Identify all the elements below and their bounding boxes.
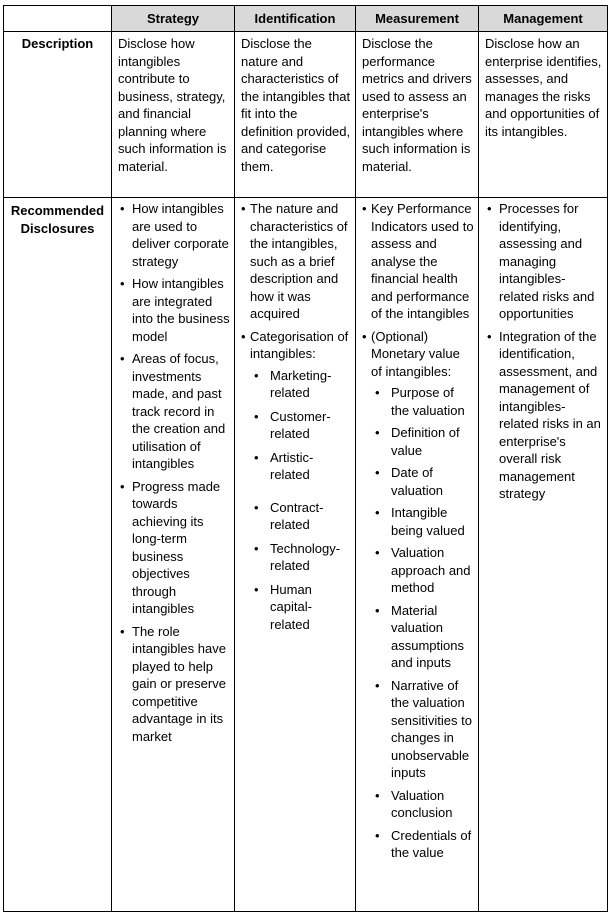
list-item: • Areas of focus, investments made, and past track record in the creation and utilisation of intangibles — [118, 350, 230, 473]
header-strategy: Strategy — [112, 6, 235, 32]
header-measurement: Measurement — [356, 6, 479, 32]
list-item — [241, 328, 351, 634]
header-identification: Identification — [235, 6, 356, 32]
category-item: • Human capital-related — [250, 581, 351, 634]
header-management: Management — [479, 6, 608, 32]
description-measurement: Disclose the performance metrics and drivers used to assess an enterprise's intangibles where such information is material. — [356, 32, 479, 198]
list-item: • The role intangibles have played to help gain or preserve competitive advantage in its market — [118, 623, 230, 746]
valuation-item: • Purpose of the valuation — [371, 384, 474, 419]
measurement-list — [362, 200, 474, 862]
identification-list — [241, 200, 351, 633]
list-item: • Progress made towards achieving its long-term business objectives through intangibles — [118, 478, 230, 618]
list-item — [362, 328, 474, 862]
management-list — [485, 200, 603, 503]
header-row — [4, 6, 608, 32]
recommended-row — [4, 198, 608, 912]
description-label: Description — [4, 32, 112, 198]
categorisation-heading: Categorisation of intangibles: — [250, 328, 349, 361]
strategy-list — [118, 200, 230, 745]
recommended-management — [479, 198, 608, 912]
category-list — [250, 367, 351, 634]
valuation-item: • Definition of value — [371, 424, 474, 459]
list-item: • Key Performance Indicators used to assess and analyse the financial health and performance of the intangibles — [362, 200, 474, 323]
category-item: • Customer-related — [250, 408, 351, 443]
list-item: • How intangibles are used to deliver corporate strategy — [118, 200, 230, 270]
monetary-value-heading: (Optional) Monetary value of intangibles: — [371, 328, 460, 379]
description-management: Disclose how an enterprise identifies, assesses, and manages the risks and opportunities of its intangibles. — [479, 32, 608, 198]
description-row — [4, 32, 608, 198]
description-identification: Disclose the nature and characteristics of the intangibles that fit into the definition provided, and categorise them. — [235, 32, 356, 198]
category-item: • Artistic-related — [250, 449, 351, 484]
valuation-item: • Narrative of the valuation sensitivities to changes in unobservable inputs — [371, 677, 474, 782]
list-item: • How intangibles are integrated into the business model — [118, 275, 230, 345]
recommended-identification — [235, 198, 356, 912]
corner-cell — [4, 6, 112, 32]
disclosure-table — [3, 5, 608, 912]
valuation-item: • Valuation approach and method — [371, 544, 474, 597]
category-item: • Marketing-related — [250, 367, 351, 402]
valuation-item: • Valuation conclusion — [371, 787, 474, 822]
valuation-item: • Intangible being valued — [371, 504, 474, 539]
category-item: • Contract-related — [250, 499, 351, 534]
valuation-item: • Material valuation assumptions and inputs — [371, 602, 474, 672]
list-item: • The nature and characteristics of the intangibles, such as a brief description and how it was acquired — [241, 200, 351, 323]
valuation-item: • Date of valuation — [371, 464, 474, 499]
list-item: • Processes for identifying, assessing and managing intangibles-related risks and opportunities — [485, 200, 603, 323]
recommended-measurement — [356, 198, 479, 912]
description-strategy: Disclose how intangibles contribute to business, strategy, and financial planning where such information is material. — [112, 32, 235, 198]
valuation-item: • Credentials of the value — [371, 827, 474, 862]
list-item: • Integration of the identification, assessment, and management of intangibles-related risks in an enterprise's overall risk management strategy — [485, 328, 603, 503]
category-item: • Technology-related — [250, 540, 351, 575]
recommended-strategy — [112, 198, 235, 912]
recommended-label: Recommended Disclosures — [4, 198, 112, 912]
valuation-list — [371, 384, 474, 862]
